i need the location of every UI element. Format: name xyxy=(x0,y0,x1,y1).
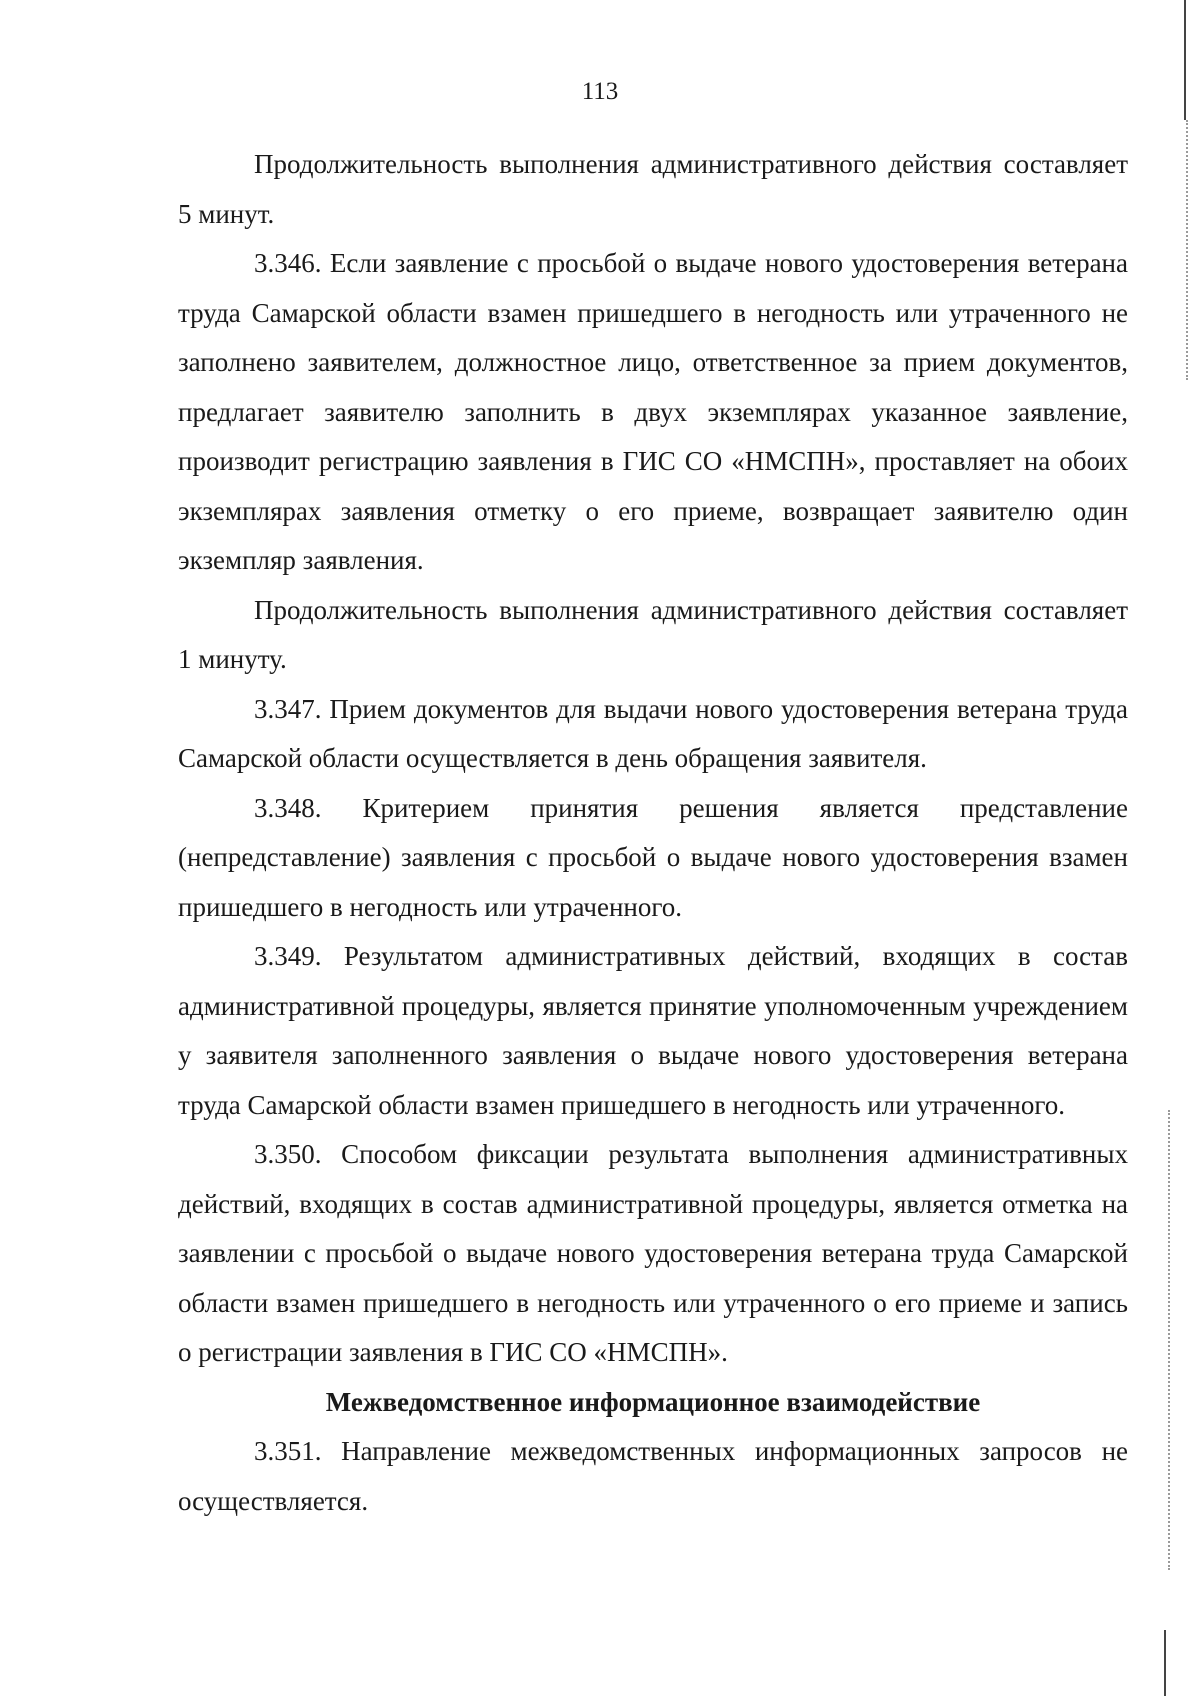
scan-edge-line-top xyxy=(1184,0,1186,120)
document-body xyxy=(178,140,1128,1526)
paragraph-3-350: 3.350. Способом фиксации результата выполнения административных действий, входящих в состав административной процедуры, является отметка на заявлении с просьбой о выдаче нового удостоверения ветерана труда Самарской области взамен пришедшего в негодность или утраченного о его приеме и запись о регистрации заявления в ГИС СО «НМСПН». xyxy=(178,1139,1128,1367)
paragraph-duration-1-min: Продолжительность выполнения административного действия составляет 1 минуту. xyxy=(178,594,1128,674)
page-number: 113 xyxy=(581,78,619,105)
section-heading: Межведомственное информационное взаимодействие xyxy=(325,1386,981,1417)
scan-edge-dots-upper xyxy=(1186,120,1188,380)
paragraph-3-349: 3.349. Результатом административных действий, входящих в состав административной процедуры, является принятие уполномоченным учреждением у заявителя заполненного заявления о выдаче нового удостоверения ветерана труда Самарской области взамен пришедшего в негодность или утраченного. xyxy=(178,941,1128,1120)
paragraph-duration-5-min: Продолжительность выполнения административного действия составляет 5 минут. xyxy=(178,149,1128,229)
scan-edge-dots-middle xyxy=(1168,1110,1170,1570)
paragraph-3-346: 3.346. Если заявление с просьбой о выдаче нового удостоверения ветерана труда Самарской области взамен пришедшего в негодность или утраченного не заполнено заявителем, должностное лицо, ответственное за прием документов, предлагает заявителю заполнить в двух экземплярах указанное заявление, производит регистрацию заявления в ГИС СО «НМСПН», проставляет на обоих экземплярах заявления отметку о его приеме, возвращает заявителю один экземпляр заявления. xyxy=(178,248,1128,575)
paragraph-3-351: 3.351. Направление межведомственных информационных запросов не осуществляется. xyxy=(178,1436,1128,1516)
scan-edge-line-bottom xyxy=(1164,1630,1166,1696)
paragraph-3-347: 3.347. Прием документов для выдачи нового удостоверения ветерана труда Самарской области осуществляется в день обращения заявителя. xyxy=(178,693,1128,773)
paragraph-3-348: 3.348. Критерием принятия решения является представление (непредставление) заявления с просьбой о выдаче нового удостоверения взамен пришедшего в негодность или утраченного. xyxy=(178,792,1128,922)
